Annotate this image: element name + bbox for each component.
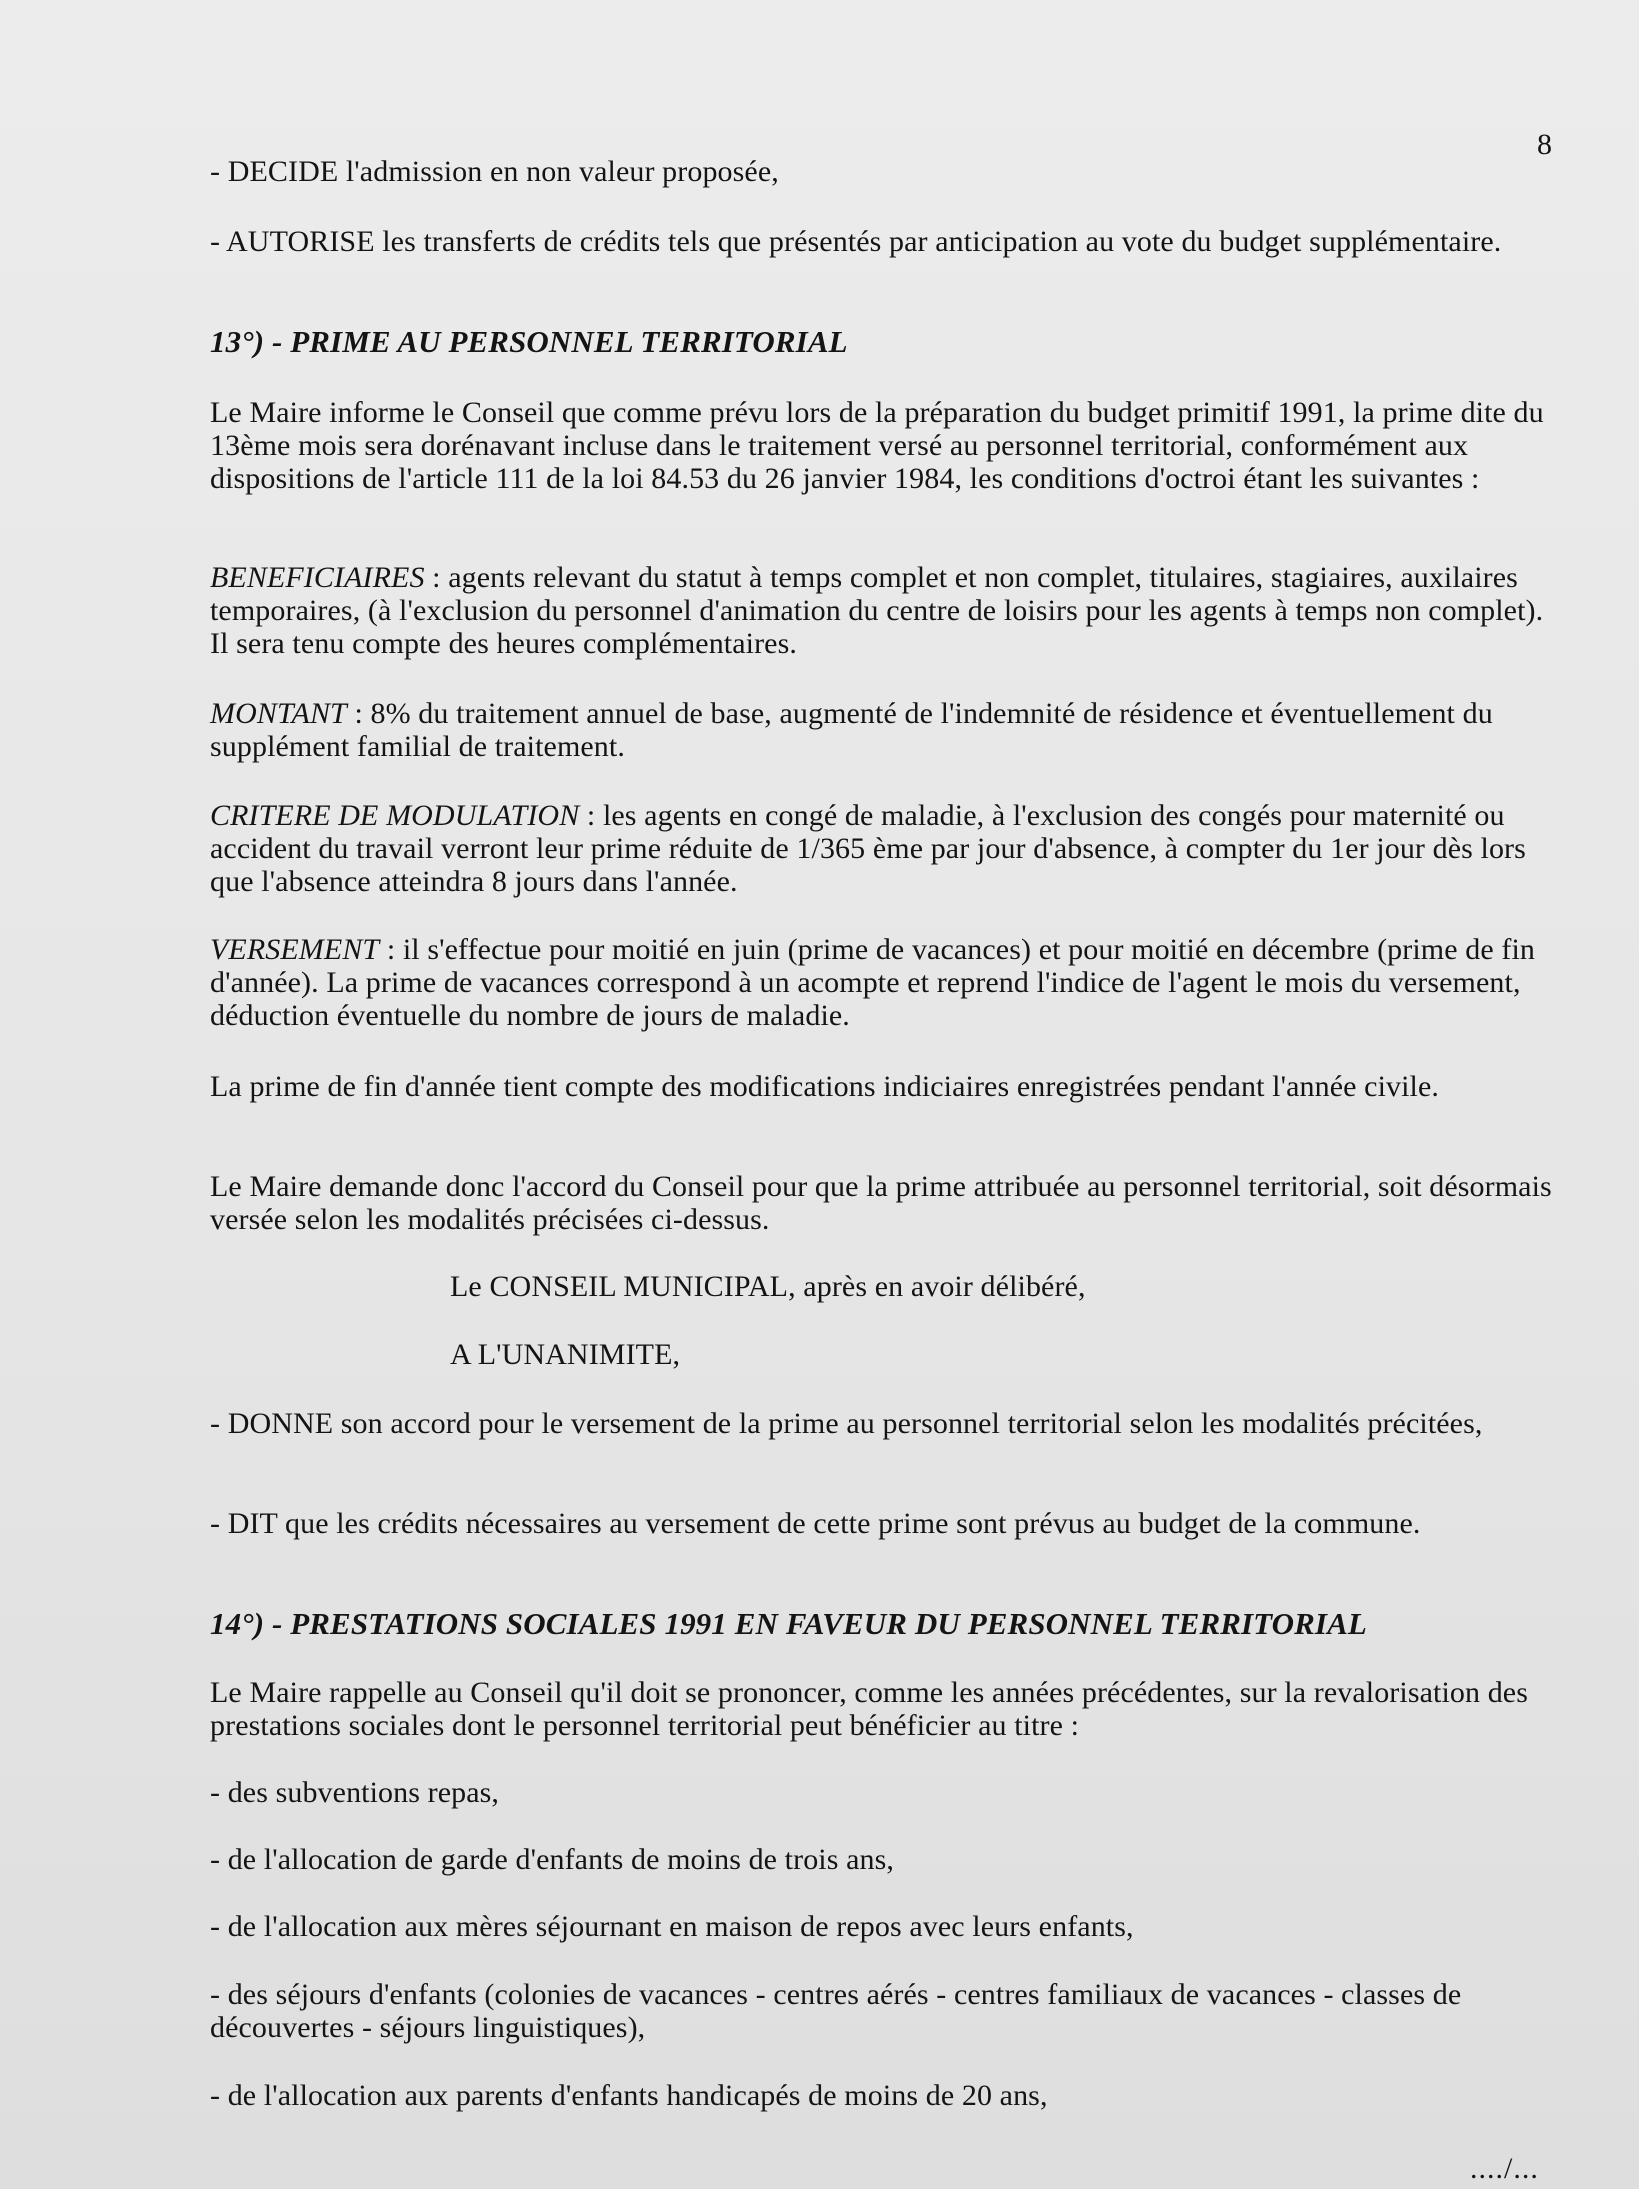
versement-text: : il s'effectue pour moitié en juin (prime de vacances) et pour moitié en décembre (prime de fin d'année). La prime de vacances correspond à un acompte et reprend l'indice de l'agent le mois du versement, déduction éventuelle du nombre de jours de maladie. [210, 933, 1535, 1032]
critere-paragraph [210, 799, 1555, 898]
list-item: - de l'allocation de garde d'enfants de moins de trois ans, [210, 1843, 895, 1876]
section-14-heading: 14°) - PRESTATIONS SOCIALES 1991 EN FAVEUR DU PERSONNEL TERRITORIAL [210, 1606, 1367, 1641]
montant-paragraph [210, 697, 1555, 763]
list-item: - des séjours d'enfants (colonies de vacances - centres aérés - centres familiaux de vacances - classes de découvertes - séjours linguistiques), [210, 1978, 1462, 2044]
decide-paragraph: - DECIDE l'admission en non valeur proposée, [210, 155, 779, 188]
dit-paragraph: - DIT que les crédits nécessaires au versement de cette prime sont prévus au budget de la commune. [210, 1507, 1421, 1540]
list-item: - de l'allocation aux parents d'enfants handicapés de moins de 20 ans, [210, 2079, 1048, 2112]
versement-term: VERSEMENT [210, 933, 380, 966]
list-item: - de l'allocation aux mères séjournant en maison de repos avec leurs enfants, [210, 1910, 1134, 1943]
donne-paragraph: - DONNE son accord pour le versement de la prime au personnel territorial selon les modalités précitées, [210, 1407, 1483, 1440]
montant-term: MONTANT [210, 697, 347, 730]
autorise-paragraph: - AUTORISE les transferts de crédits tels que présentés par anticipation au vote du budget supplémentaire. [210, 225, 1502, 258]
critere-term: CRITERE DE MODULATION [210, 799, 580, 832]
section-14-intro: Le Maire rappelle au Conseil qu'il doit se prononcer, comme les années précédentes, sur la revalorisation des prestations sociales dont le personnel territorial peut bénéficier au titre : [210, 1676, 1528, 1742]
unanimite-line: A L'UNANIMITE, [450, 1338, 681, 1371]
versement-paragraph [210, 933, 1555, 1032]
critere-text: : les agents en congé de maladie, à l'exclusion des congés pour maternité ou accident du travail verront leur prime réduite de 1/365 ème par jour d'absence, à compter du 1er jour dès lors que l'absence atteindra 8 jours dans l'année. [210, 799, 1526, 898]
continuation-mark: ..../... [1470, 2152, 1539, 2185]
section-13-intro: Le Maire informe le Conseil que comme prévu lors de la préparation du budget primitif 1991, la prime dite du 13ème mois sera dorénavant incluse dans le traitement versé au personnel territorial, conformément aux dispositions de l'article 111 de la loi 84.53 du 26 janvier 1984, les conditions d'octroi étant les suivantes : [210, 396, 1544, 495]
page-number: 8 [1537, 128, 1553, 161]
beneficiaires-term: BENEFICIAIRES [210, 561, 425, 594]
montant-text: : 8% du traitement annuel de base, augmenté de l'indemnité de résidence et éventuellement du supplément familial de traitement. [210, 697, 1493, 763]
fin-annee-paragraph: La prime de fin d'année tient compte des modifications indiciaires enregistrées pendant l'année civile. [210, 1070, 1439, 1103]
beneficiaires-paragraph [210, 561, 1555, 660]
beneficiaires-text: : agents relevant du statut à temps complet et non complet, titulaires, stagiaires, auxilaires temporaires, (à l'exclusion du personnel d'animation du centre de loisirs pour les agents à temps non complet). Il sera tenu compte des heures complémentaires. [210, 561, 1544, 660]
conseil-municipal-line: Le CONSEIL MUNICIPAL, après en avoir délibéré, [450, 1270, 1086, 1303]
list-item: - des subventions repas, [210, 1776, 500, 1809]
section-13-heading: 13°) - PRIME AU PERSONNEL TERRITORIAL [210, 324, 848, 359]
demande-paragraph: Le Maire demande donc l'accord du Conseil pour que la prime attribuée au personnel territorial, soit désormais versée selon les modalités précisées ci-dessus. [210, 1170, 1552, 1236]
